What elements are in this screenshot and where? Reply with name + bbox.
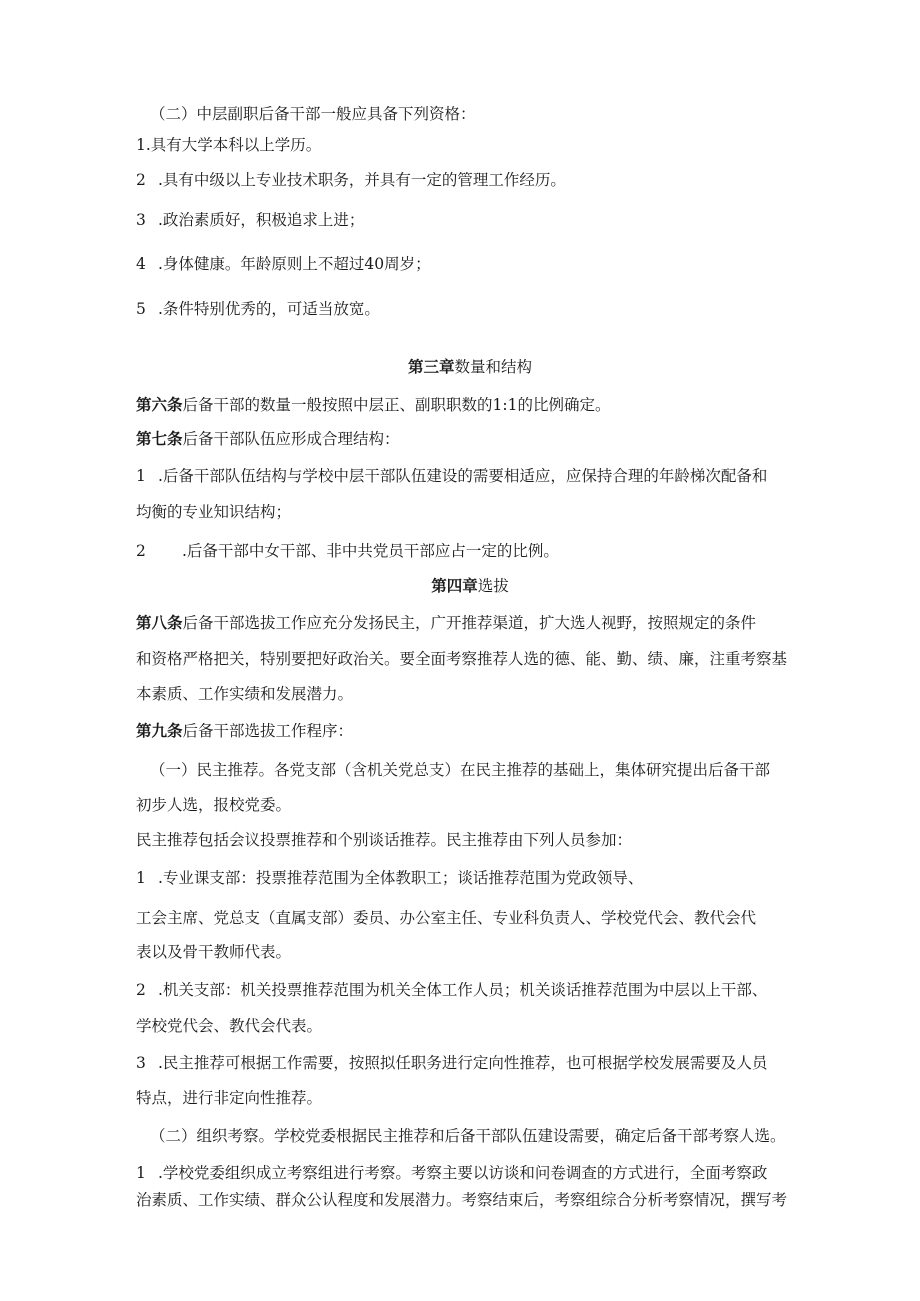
list-item [0,209,920,231]
text: 民主推荐包括会议投票推荐和个别谈话推荐。民主推荐由下列人员参加： [136,831,633,849]
text: .民主推荐可根据工作需要，按照拟任职务进行定向性推荐，也可根据学校发展需要及人员 [158,1054,768,1072]
list-item [0,867,920,889]
list-item-continuation [0,1189,920,1211]
text: 初步人选，报校党委。 [136,796,292,814]
text: .政治素质好，积极追求上进； [158,211,365,229]
list-item [0,465,920,487]
chapter-number: 第四章 [431,576,478,595]
list-number: 1 [136,467,146,485]
list-item-continuation [0,907,920,929]
list-item-continuation [0,1087,920,1109]
article-number: 第六条 [136,395,183,414]
list-item [0,1162,920,1184]
text: 学校党代会、教代会代表。 [136,1017,323,1035]
text: 均衡的专业知识结构； [136,503,292,521]
list-number: 2 [136,171,146,189]
list-item [0,169,920,191]
list-item-continuation [0,501,920,523]
list-item [0,134,920,156]
text: 后备干部的数量一般按照中层正、副职职数的1:1的比例确定。 [182,396,611,414]
text: 后备干部选拔工作应充分发扬民主，广开推荐渠道，扩大选人视野，按照规定的条件 [182,614,757,632]
text: 特点，进行非定向性推荐。 [136,1089,323,1107]
chapter-title: 选拔 [477,577,509,595]
article-number: 第七条 [136,429,183,448]
text: 工会主席、党总支（直属支部）委员、办公室主任、专业科负责人、学校党代会、教代会代 [136,909,757,927]
list-item [0,979,920,1001]
list-number: 3 [136,211,146,229]
chapter-number: 第三章 [407,357,455,376]
text: 治素质、工作实绩、群众公认程度和发展潜力。考察结束后，考察组综合分析考察情况，撰写考 [136,1191,788,1209]
article-continuation [0,648,920,670]
text: （一）民主推荐。各党支部（含机关党总支）在民主推荐的基础上，集体研究提出后备干部 [150,761,771,779]
list-item [0,253,920,275]
list-number: 3 [136,1054,146,1072]
article [0,720,920,742]
article-continuation [0,683,920,705]
text: .身体健康。年龄原则上不超过40周岁； [158,255,431,273]
list-number: 2 [136,542,146,560]
article [0,612,920,634]
text: .机关支部：机关投票推荐范围为机关全体工作人员；机关谈话推荐范围为中层以上干部、 [158,981,768,999]
list-number: 1 [136,1164,146,1182]
subsection-organizational-inspection [0,1125,920,1147]
list-number: 1 [136,869,146,887]
text: .专业课支部：投票推荐范围为全体教职工；谈话推荐范围为党政领导、 [158,869,644,887]
article [0,428,920,450]
list-number: 5 [136,300,146,318]
text: （二）组织考察。学校党委根据民主推荐和后备干部队伍建设需要，确定后备干部考察人选。 [150,1127,786,1145]
article [0,394,920,416]
article-number: 第九条 [136,721,183,740]
chapter-title: 数量和结构 [454,358,533,376]
text: （二）中层副职后备干部一般应具备下列资格： [150,105,476,123]
text: .学校党委组织成立考察组进行考察。考察主要以访谈和问卷调查的方式进行，全面考察政 [158,1164,768,1182]
subsection-continuation [0,794,920,816]
text: 和资格严格把关，特别要把好政治关。要全面考察推荐人选的德、能、勤、绩、廉，注重考察基 [136,650,788,668]
text: 1.具有大学本科以上学历。 [136,136,322,154]
text: 表以及骨干教师代表。 [136,943,292,961]
list-item-continuation [0,941,920,963]
text: .后备干部中女干部、非中共党员干部应占一定的比例。 [182,542,559,560]
text: .条件特别优秀的，可适当放宽。 [158,300,380,318]
text: 后备干部队伍应形成合理结构： [182,430,400,448]
subsection-democratic-recommendation [0,759,920,781]
text: .具有中级以上专业技术职务，并具有一定的管理工作经历。 [158,171,566,189]
list-item [0,298,920,320]
list-item-continuation [0,1015,920,1037]
list-item [0,1052,920,1074]
list-number: 2 [136,981,146,999]
text: 本素质、工作实绩和发展潜力。 [136,685,354,703]
chapter-heading [0,575,920,597]
list-item [0,540,920,562]
article-number: 第八条 [136,613,183,632]
text: 后备干部选拔工作程序： [182,722,354,740]
section-heading-deputy-qualifications [0,103,920,125]
text: .后备干部队伍结构与学校中层干部队伍建设的需要相适应，应保持合理的年龄梯次配备和 [158,467,768,485]
chapter-heading [0,356,920,378]
paragraph [0,829,920,851]
list-number: 4 [136,255,146,273]
